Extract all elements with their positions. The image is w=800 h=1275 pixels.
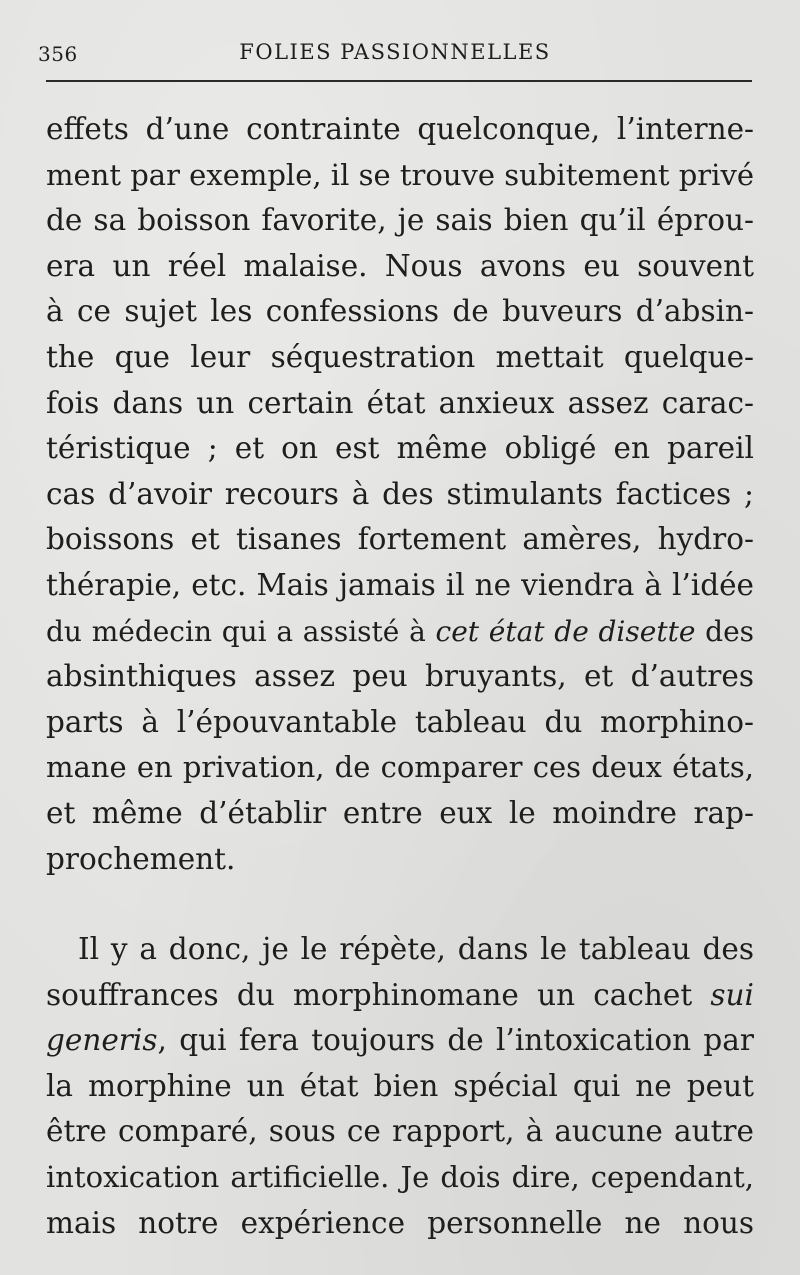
page-header: [38, 38, 752, 68]
text-line: être comparé, sous ce rapport, à aucune autre: [46, 1114, 754, 1149]
body-text: [46, 107, 754, 1246]
italic-phrase: sui: [710, 977, 754, 1012]
paragraph-gap: [46, 882, 754, 927]
text-line: intoxication artificielle. Je dois dire, cependant,: [46, 1160, 754, 1195]
page-number: 356: [38, 42, 78, 66]
text-line: téristique ; et on est même obligé en pareil: [46, 431, 754, 466]
text-line: boissons et tisanes fortement amères, hydro-: [46, 522, 754, 557]
text-line: thérapie, etc. Mais jamais il ne viendra à l’idée: [46, 567, 754, 602]
paragraph-1: [46, 107, 754, 882]
text-line: effets d’une contrainte quelconque, l’interne-: [46, 112, 754, 146]
header-rule: [46, 80, 752, 82]
text-line: la morphine un état bien spécial qui ne peut: [46, 1068, 754, 1103]
paragraph-2: [46, 927, 754, 1246]
italic-phrase: generis: [46, 1023, 158, 1058]
text-line: absinthiques assez peu bruyants, et d’autres: [46, 659, 754, 694]
text-segment: des: [695, 614, 755, 648]
text-line: de sa boisson favorite, je sais bien qu’il éprou-: [46, 203, 754, 238]
text-line: fois dans un certain état anxieux assez carac-: [46, 385, 754, 420]
text-line: et même d’établir entre eux le moindre rap-: [46, 795, 754, 830]
running-title: FOLIES PASSIONNELLES: [239, 40, 551, 64]
text-line: era un réel malaise. Nous avons eu souvent: [46, 248, 754, 283]
text-line: [46, 1018, 754, 1064]
text-segment: du médecin qui a assisté à: [46, 614, 436, 648]
text-line: parts à l’épouvantable tableau du morphino-: [46, 704, 754, 739]
text-line: the que leur séquestration mettait quelque-: [46, 339, 754, 374]
text-line: à ce sujet les confessions de buveurs d’absin-: [46, 294, 754, 329]
text-line: mane en privation, de comparer ces deux états,: [46, 750, 754, 785]
text-line: ment par exemple, il se trouve subitement privé: [46, 157, 754, 192]
text-line: mais notre expérience personnelle ne nous: [46, 1205, 754, 1240]
italic-phrase: cet état de disette: [435, 614, 696, 648]
text-line: [46, 973, 754, 1019]
text-line: cas d’avoir recours à des stimulants factices ;: [46, 476, 754, 511]
text-line: [46, 609, 754, 655]
text-line: prochement.: [46, 841, 236, 876]
text-line: Il y a donc, je le répète, dans le tableau des: [78, 932, 754, 967]
text-segment: , qui fera toujours de l’intoxication par: [157, 1023, 754, 1058]
text-segment: souffrances du morphinomane un cachet: [46, 977, 711, 1012]
